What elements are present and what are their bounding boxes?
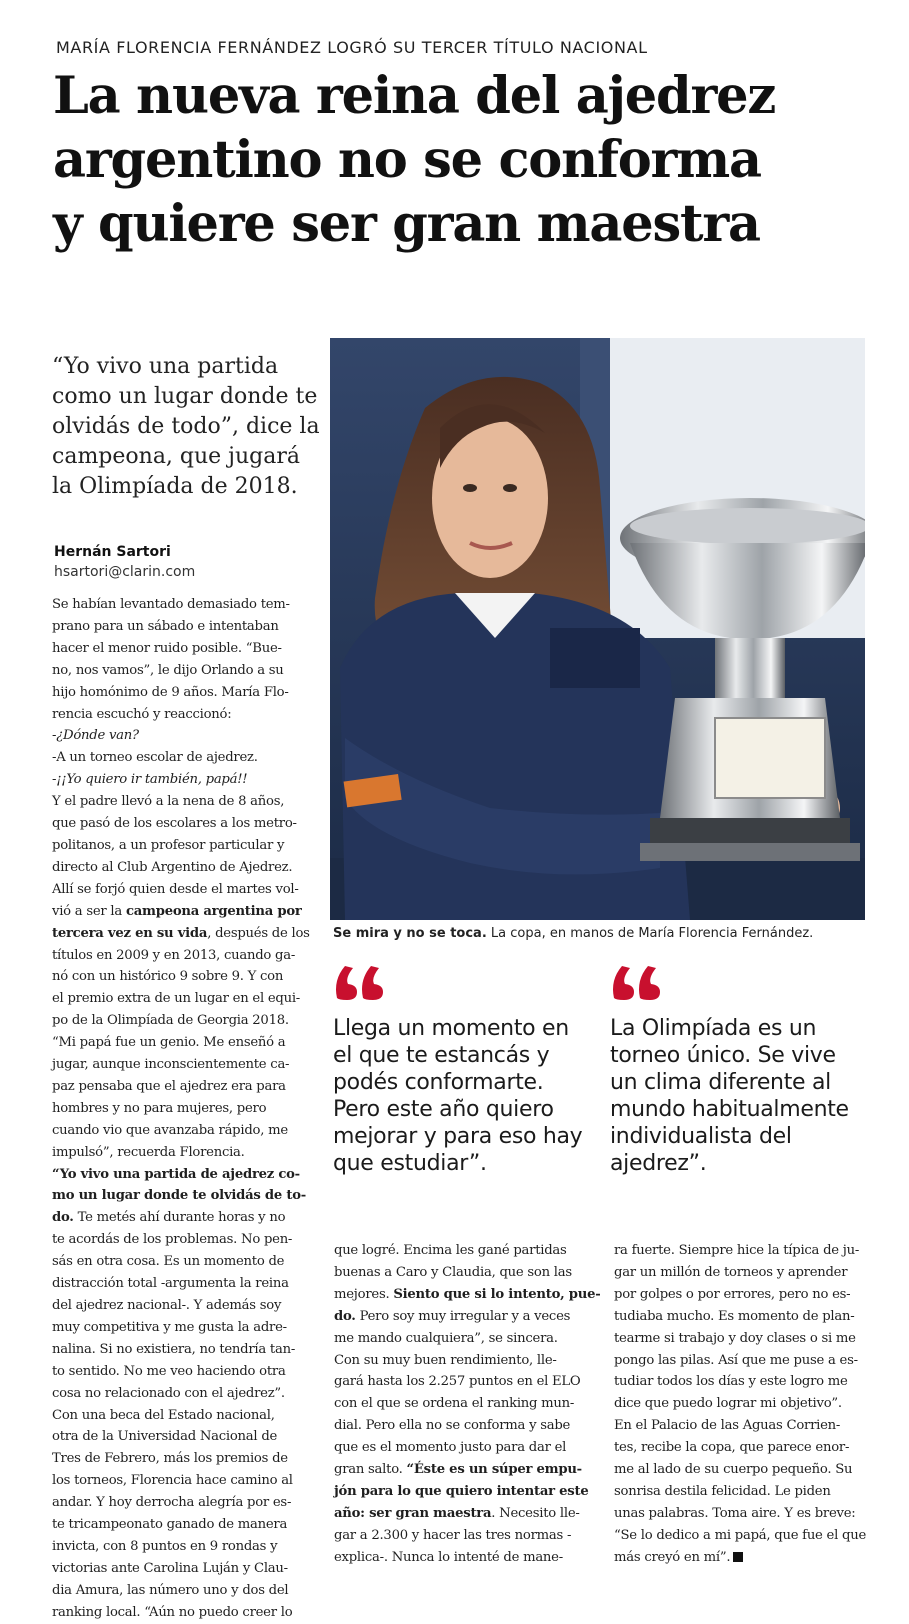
text-run: tercera vez en su vida <box>52 925 208 941</box>
body-line <box>52 1120 316 1142</box>
text-run: año: ser gran maestra <box>334 1505 492 1521</box>
end-mark-icon <box>733 1552 743 1562</box>
text-run: cuando vio que avanzaba rápido, me <box>52 1122 288 1138</box>
text-run: “Yo vivo una partida de ajedrez co- <box>52 1166 300 1182</box>
quote-mark-icon <box>333 960 389 1000</box>
caption-bold: Se mira y no se toca. <box>333 926 487 941</box>
text-run: andar. Y hoy derrocha alegría por es- <box>52 1495 292 1511</box>
text-run: impulsó”, recuerda Florencia. <box>52 1144 245 1160</box>
text-run: Y el padre llevó a la nena de 8 años, <box>52 794 285 810</box>
text-run: unas palabras. Toma aire. Y es breve: <box>614 1505 856 1521</box>
text-run: dice que puedo lograr mi objetivo”. <box>614 1396 842 1412</box>
body-column-1 <box>52 594 316 1624</box>
body-line <box>334 1437 596 1459</box>
text-run: to sentido. No me veo haciendo otra <box>52 1363 286 1379</box>
text-run: - <box>52 728 57 744</box>
body-line <box>52 945 316 967</box>
text-run: dia Amura, las número uno y dos del <box>52 1582 289 1598</box>
headline-line: La nueva reina del ajedrez <box>53 66 776 126</box>
text-run: - <box>52 772 57 788</box>
deck <box>52 352 324 502</box>
body-line <box>334 1481 596 1503</box>
text-run: otra de la Universidad Nacional de <box>52 1429 278 1445</box>
quote-mark-icon <box>610 960 666 1000</box>
body-line <box>614 1350 876 1372</box>
text-run: gar un millón de torneos y aprender <box>614 1264 848 1280</box>
body-line <box>334 1547 596 1569</box>
photo-illustration <box>330 338 865 920</box>
text-run: jugar, aunque inconscientemente ca- <box>52 1057 290 1073</box>
text-run: Allí se forjó quien desde el martes vol- <box>52 881 299 897</box>
body-line <box>52 725 316 747</box>
body-line <box>52 1580 316 1602</box>
pull-quote-line: un clima diferente al <box>610 1070 831 1095</box>
body-line <box>52 1448 316 1470</box>
body-line <box>52 682 316 704</box>
pull-quote-line: que estudiar”. <box>333 1151 487 1176</box>
body-line <box>614 1371 876 1393</box>
body-line <box>52 1142 316 1164</box>
body-line <box>52 616 316 638</box>
text-run: invicta, con 8 puntos en 9 rondas y <box>52 1538 278 1554</box>
text-run: no, nos vamos”, le dijo Orlando a su <box>52 662 284 678</box>
text-run: Pero soy muy irregular y a veces <box>355 1308 571 1324</box>
body-column-2 <box>334 1240 601 1569</box>
pull-quote-line: individualista del <box>610 1124 792 1149</box>
body-line <box>614 1525 876 1547</box>
body-line <box>52 1164 316 1186</box>
text-run: Te metés ahí durante horas y no <box>73 1210 286 1226</box>
text-run: Siento que si lo intento, pue- <box>393 1286 601 1302</box>
text-run: Se habían levantado demasiado tem- <box>52 597 290 612</box>
body-line <box>334 1284 601 1306</box>
text-run: mo un lugar donde te olvidás de to- <box>52 1188 306 1204</box>
text-run: , después de los <box>207 925 310 941</box>
deck-line: como un lugar donde te <box>52 384 318 409</box>
body-line <box>334 1262 596 1284</box>
body-line <box>334 1393 596 1415</box>
text-run: explica-. Nunca lo intenté de mane- <box>334 1549 563 1565</box>
pull-quote-line: el que te estancás y <box>333 1043 550 1068</box>
body-line <box>614 1481 876 1503</box>
pull-quote-line: Pero este año quiero <box>333 1097 554 1122</box>
body-line <box>52 1076 316 1098</box>
body-line <box>52 1317 316 1339</box>
body-line <box>52 1098 316 1120</box>
body-line <box>334 1371 596 1393</box>
text-run: tudiar todos los días y este logro me <box>614 1374 848 1390</box>
text-run: “Mi papá fue un genio. Me enseñó a <box>52 1035 286 1051</box>
body-line <box>614 1306 876 1328</box>
text-run: gar a 2.300 y hacer las tres normas - <box>334 1527 572 1543</box>
body-line <box>52 835 316 857</box>
text-run: tudiaba mucho. Es momento de plan- <box>614 1308 855 1324</box>
text-run: hombres y no para mujeres, pero <box>52 1100 267 1116</box>
text-run: Con una beca del Estado nacional, <box>52 1407 275 1423</box>
text-run: . Necesito lle- <box>491 1505 580 1521</box>
body-line <box>334 1328 596 1350</box>
body-line <box>52 901 316 923</box>
text-run: Con su muy buen rendimiento, lle- <box>334 1352 557 1368</box>
text-run: que es el momento justo para dar el <box>334 1440 567 1456</box>
body-line <box>52 1558 316 1580</box>
body-line <box>52 1273 316 1295</box>
pull-quote-2 <box>610 1015 880 1177</box>
body-column-3 <box>614 1240 876 1569</box>
text-run: los torneos, Florencia hace camino al <box>52 1473 293 1489</box>
text-run: dial. Pero ella no se conforma y sabe <box>334 1418 571 1434</box>
text-run: distracción total -argumenta la reina <box>52 1276 289 1292</box>
text-run: “Éste es un súper empu- <box>406 1462 582 1478</box>
text-run: directo al Club Argentino de Ajedrez. <box>52 859 293 875</box>
body-line <box>614 1393 876 1415</box>
text-run: gran salto. <box>334 1462 407 1478</box>
pull-quote-line: ajedrez”. <box>610 1151 707 1176</box>
body-line <box>52 1602 316 1624</box>
text-run: ranking local. “Aún no puedo creer lo <box>52 1604 293 1620</box>
body-line <box>52 1185 316 1207</box>
headline <box>53 64 893 256</box>
body-line <box>52 988 316 1010</box>
body-line <box>52 1032 316 1054</box>
body-line <box>52 1207 316 1229</box>
body-line <box>614 1437 876 1459</box>
body-line <box>52 813 316 835</box>
byline <box>54 542 314 582</box>
body-line <box>52 1010 316 1032</box>
deck-line: olvidás de todo”, dice la <box>52 414 320 439</box>
text-run: más creyó en mí”. <box>614 1549 731 1565</box>
text-run: do. <box>334 1308 356 1324</box>
text-run: me al lado de su cuerpo pequeño. Su <box>614 1462 853 1478</box>
author-name: Hernán Sartori <box>54 544 171 560</box>
text-run: paz pensaba que el ajedrez era para <box>52 1078 286 1094</box>
body-line <box>52 1514 316 1536</box>
text-run: Tres de Febrero, más los premios de <box>52 1451 288 1467</box>
deck-line: campeona, que jugará <box>52 444 301 469</box>
body-line <box>52 747 316 769</box>
text-run: “Se lo dedico a mi papá, que fue el que <box>614 1527 867 1543</box>
body-line <box>52 1536 316 1558</box>
text-run: sás en otra cosa. Es un momento de <box>52 1254 285 1270</box>
article-photo <box>330 338 865 920</box>
text-run: te tricampeonato ganado de manera <box>52 1517 288 1533</box>
text-run: politanos, a un profesor particular y <box>52 837 285 853</box>
body-line <box>614 1459 876 1481</box>
text-run: del ajedrez nacional-. Y además soy <box>52 1298 282 1313</box>
body-line <box>334 1350 596 1372</box>
text-run: vió a ser la <box>52 903 126 919</box>
text-run: gará hasta los 2.257 puntos en el ELO <box>334 1374 581 1390</box>
text-run: muy competitiva y me gusta la adre- <box>52 1319 287 1335</box>
body-line <box>52 857 316 879</box>
text-run: do. <box>52 1210 74 1226</box>
body-line <box>52 1339 316 1361</box>
kicker: MARÍA FLORENCIA FERNÁNDEZ LOGRÓ SU TERCER TÍTULO NACIONAL <box>56 38 648 57</box>
text-run: te acordás de los problemas. No pen- <box>52 1232 293 1248</box>
body-line <box>334 1459 596 1481</box>
text-run: po de la Olimpíada de Georgia 2018. <box>52 1013 289 1029</box>
body-line <box>614 1240 876 1262</box>
body-line <box>52 1405 316 1427</box>
text-run: ¡¡Yo quiero ir también, papá!! <box>56 772 248 788</box>
body-line <box>52 704 316 726</box>
body-line <box>614 1415 876 1437</box>
text-run: nó con un histórico 9 sobre 9. Y con <box>52 969 284 985</box>
body-line <box>334 1306 596 1328</box>
pull-quote-line: mundo habitualmente <box>610 1097 849 1122</box>
text-run: me mando cualquiera”, se sincera. <box>334 1330 558 1346</box>
body-line <box>614 1262 876 1284</box>
body-line <box>52 1295 316 1317</box>
text-run: pongo las pilas. Así que me puse a es- <box>614 1352 858 1368</box>
body-line <box>334 1525 596 1547</box>
text-run: sonrisa destila felicidad. Le piden <box>614 1483 831 1499</box>
text-run: hacer el menor ruido posible. “Bue- <box>52 640 282 656</box>
body-line <box>614 1503 876 1525</box>
pull-quote-line: torneo único. Se vive <box>610 1043 836 1068</box>
body-line <box>614 1328 876 1350</box>
text-run: campeona argentina por <box>125 903 302 919</box>
body-line <box>614 1284 876 1306</box>
author-email: hsartori@clarin.com <box>54 564 196 580</box>
headline-line: argentino no se conforma <box>53 130 761 190</box>
deck-line: la Olimpíada de 2018. <box>52 474 298 499</box>
text-run: cosa no relacionado con el ajedrez”. <box>52 1385 285 1401</box>
body-line <box>334 1415 596 1437</box>
text-run: que logré. Encima les gané partidas <box>334 1243 567 1258</box>
pull-quote-line: La Olimpíada es un <box>610 1016 817 1041</box>
body-line <box>52 1383 316 1405</box>
body-line <box>52 769 316 791</box>
text-run: por golpes o por errores, pero no es- <box>614 1286 851 1302</box>
text-run: En el Palacio de las Aguas Corrien- <box>614 1418 841 1434</box>
headline-line: y quiere ser gran maestra <box>53 194 760 254</box>
pull-quote-line: Llega un momento en <box>333 1016 569 1041</box>
body-line <box>52 879 316 901</box>
text-run: -A un torneo escolar de ajedrez. <box>52 750 258 766</box>
text-run: que pasó de los escolares a los metro- <box>52 816 297 832</box>
text-run: buenas a Caro y Claudia, que son las <box>334 1264 572 1280</box>
text-run: prano para un sábado e intentaban <box>52 618 279 634</box>
text-run: rencia escuchó y reaccionó: <box>52 706 232 722</box>
caption-text: La copa, en manos de María Florencia Fernández. <box>486 926 814 941</box>
body-line <box>334 1503 596 1525</box>
text-run: hijo homónimo de 9 años. María Flo- <box>52 684 289 700</box>
body-line <box>52 1229 316 1251</box>
body-line <box>52 1251 316 1273</box>
text-run: el premio extra de un lugar en el equi- <box>52 991 301 1007</box>
text-run: mejores. <box>334 1286 394 1302</box>
text-run: con el que se ordena el ranking mun- <box>334 1396 575 1412</box>
body-line <box>52 1470 316 1492</box>
body-line <box>52 791 316 813</box>
body-line <box>52 923 316 945</box>
body-line <box>52 1054 316 1076</box>
text-run: ra fuerte. Siempre hice la típica de ju- <box>614 1243 860 1258</box>
body-line <box>614 1547 876 1569</box>
text-run: victorias ante Carolina Luján y Clau- <box>52 1560 288 1576</box>
text-run: ¿Dónde van? <box>56 728 139 744</box>
body-line <box>52 1492 316 1514</box>
body-line <box>52 638 316 660</box>
text-run: jón para lo que quiero intentar este <box>334 1483 589 1499</box>
body-line <box>52 660 316 682</box>
body-line <box>52 594 316 616</box>
body-line <box>52 1361 316 1383</box>
deck-line: “Yo vivo una partida <box>52 354 279 379</box>
pull-quote-line: mejorar y para eso hay <box>333 1124 583 1149</box>
body-line <box>52 966 316 988</box>
body-line <box>52 1426 316 1448</box>
text-run: títulos en 2009 y en 2013, cuando ga- <box>52 947 296 963</box>
photo-caption <box>333 926 873 941</box>
pull-quote-1 <box>333 1015 603 1177</box>
body-line <box>334 1240 596 1262</box>
text-run: nalina. Si no existiera, no tendría tan- <box>52 1341 296 1357</box>
text-run: tes, recibe la copa, que parece enor- <box>614 1440 850 1456</box>
pull-quote-line: podés conformarte. <box>333 1070 544 1095</box>
text-run: tearme si trabajo y doy clases o si me <box>614 1330 856 1346</box>
